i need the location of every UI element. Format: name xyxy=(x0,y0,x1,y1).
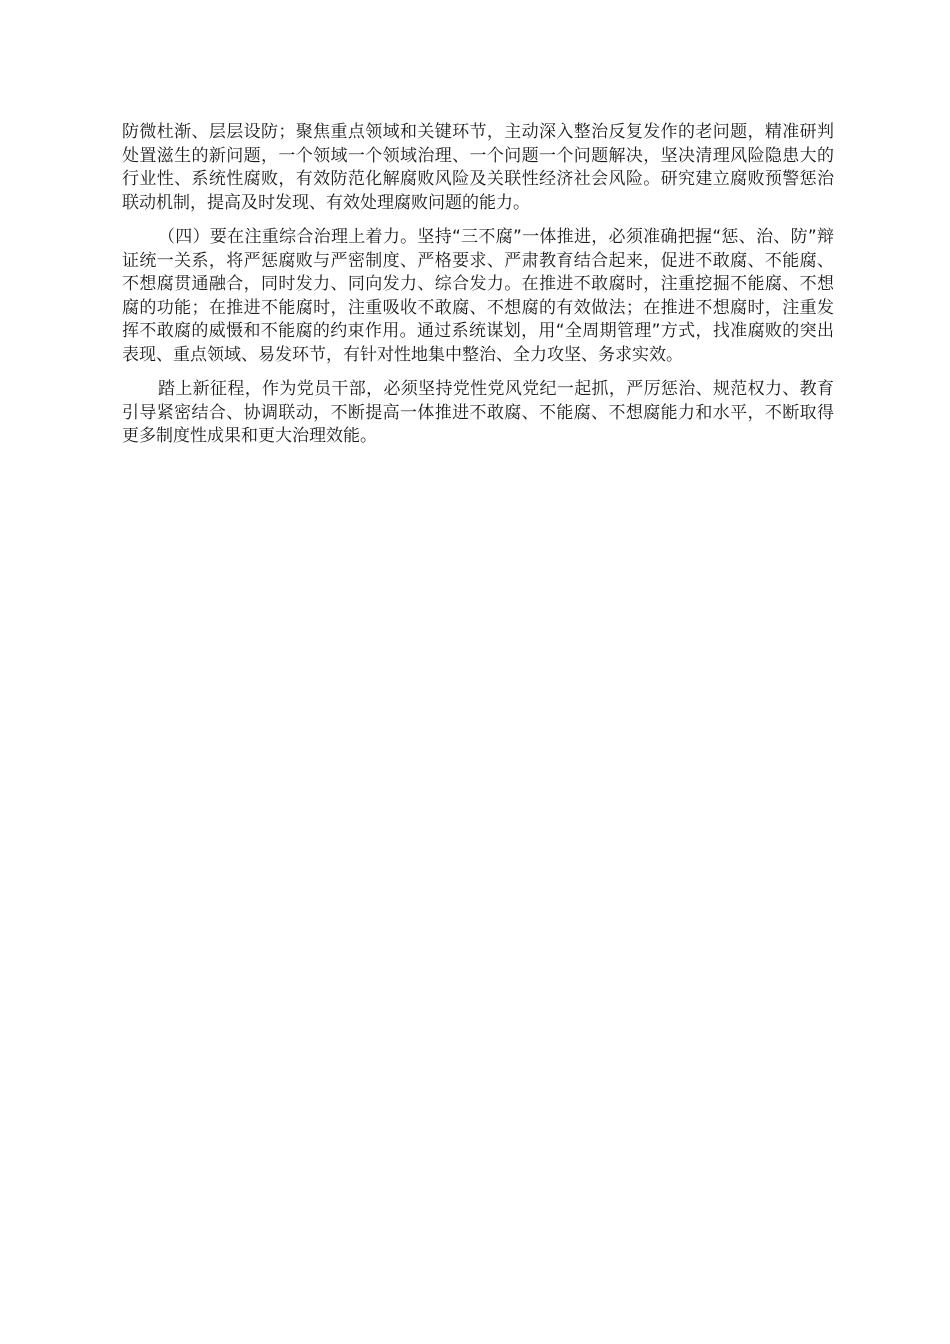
paragraph-continuation: 防微杜渐、层层设防；聚焦重点领域和关键环节，主动深入整治反复发作的老问题，精准研判处置滋生的新问题，一个领域一个领域治理、一个问题一个问题解决，坚决清理风险隐患大的行业性、系统性腐败，有效防范化解腐败风险及关联性经济社会风险。研究建立腐败预警惩治联动机制，提高及时发现、有效处理腐败问题的能力。 xyxy=(122,122,834,213)
paragraph-conclusion: 踏上新征程，作为党员干部，必须坚持党性党风党纪一起抓，严厉惩治、规范权力、教育引导紧密结合、协调联动，不断提高一体推进不敢腐、不能腐、不想腐能力和水平，不断取得更多制度性成果和更大治理效能。 xyxy=(122,379,834,446)
paragraph-comprehensive-governance: （四）要在注重综合治理上着力。坚持“三不腐”一体推进，必须准确把握“惩、治、防”辩证统一关系，将严惩腐败与严密制度、严格要求、严肃教育结合起来，促进不敢腐、不能腐、不想腐贯通融合，同时发力、同向发力、综合发力。在推进不敢腐时，注重挖掘不能腐、不想腐的功能；在推进不能腐时，注重吸收不敢腐、不想腐的有效做法；在推进不想腐时，注重发挥不敢腐的威慑和不能腐的约束作用。通过系统谋划，用“全周期管理”方式，找准腐败的突出表现、重点领域、易发环节，有针对性地集中整治、全力攻坚、务求实效。 xyxy=(122,227,834,365)
document-body xyxy=(122,121,834,460)
